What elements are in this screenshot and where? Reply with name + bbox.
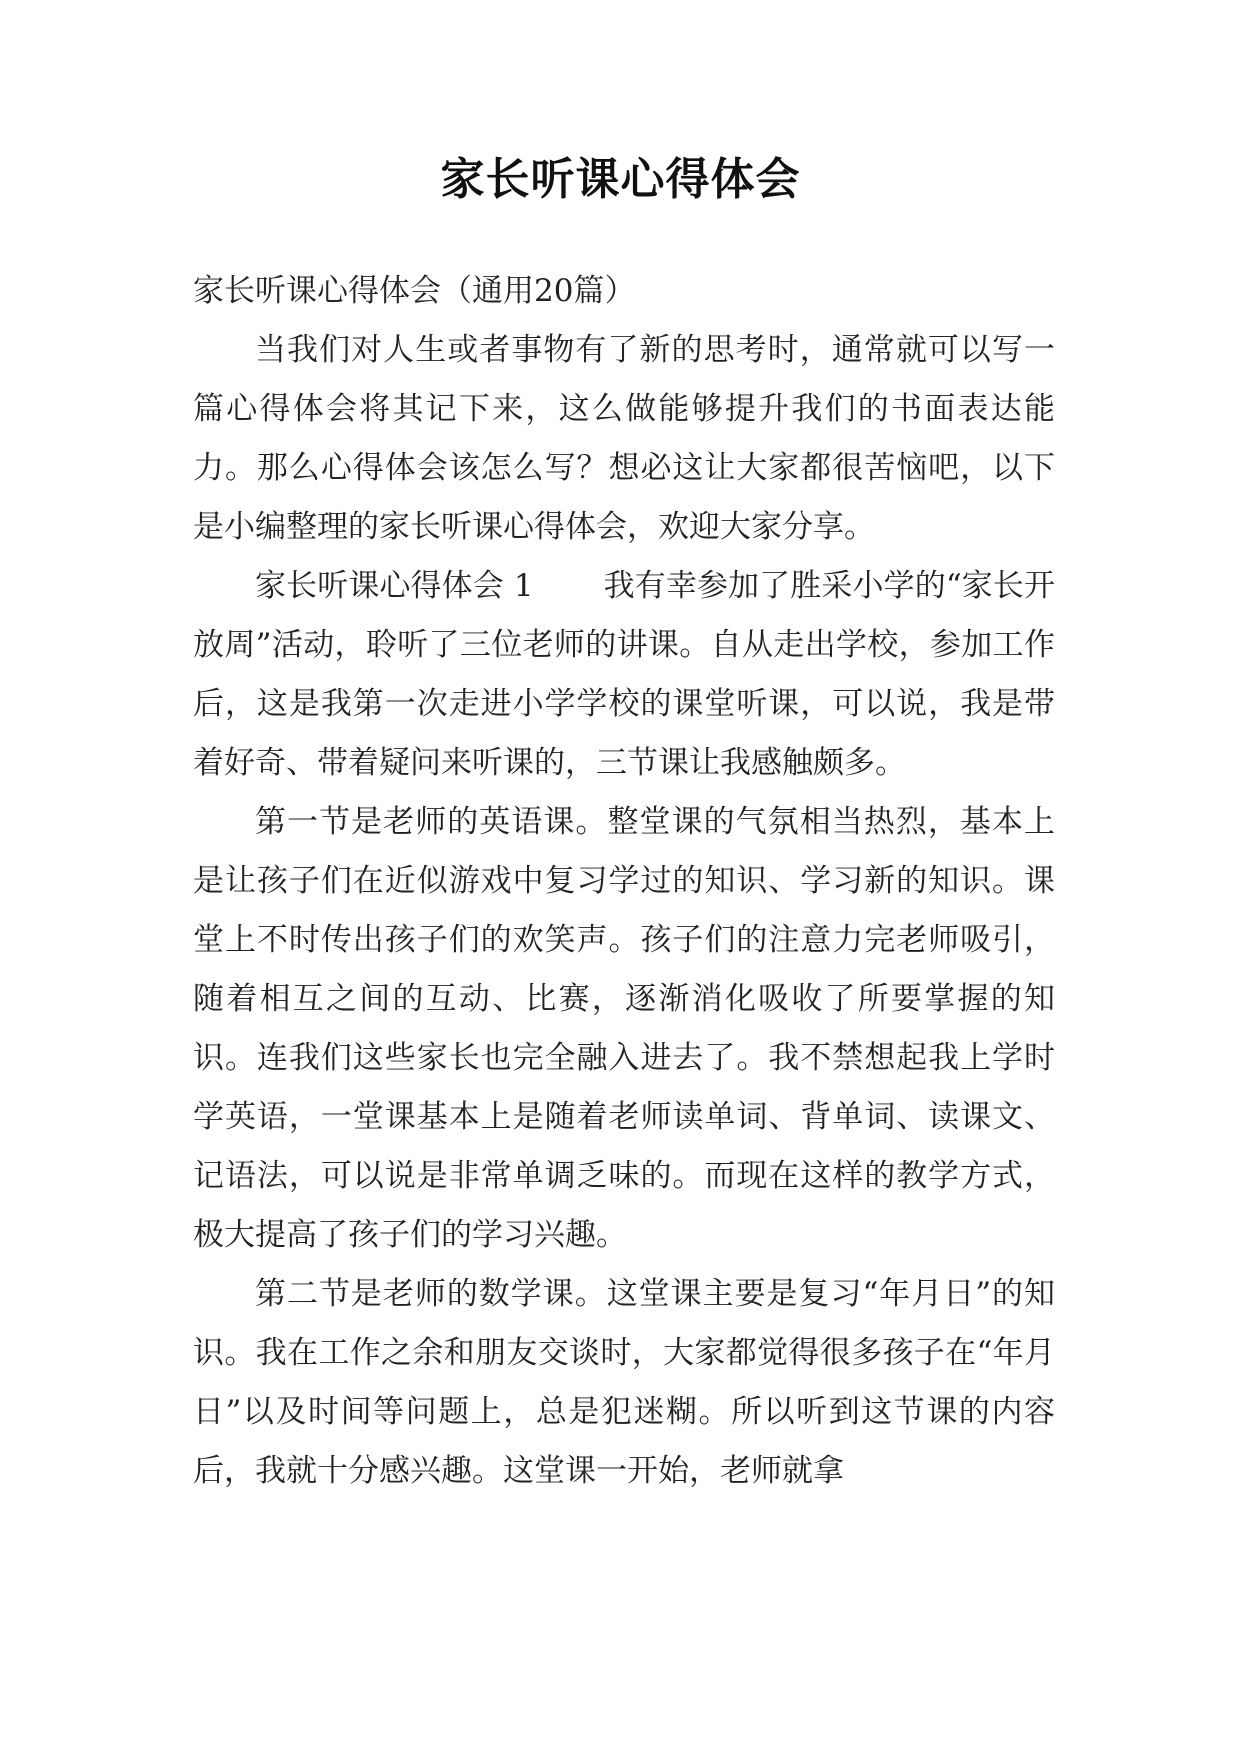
section-1-paragraph-2: 第一节是老师的英语课。整堂课的气氛相当热烈，基本上是让孩子们在近似游戏中复习学过的知识、学习新的知识。课堂上不时传出孩子们的欢笑声。孩子们的注意力完老师吸引，随着相互之间的互动、比赛，逐渐消化吸收了所要掌握的知识。连我们这些家长也完全融入进去了。我不禁想起我上学时学英语，一堂课基本上是随着老师读单词、背单词、读课文、记语法，可以说是非常单调乏味的。而现在这样的教学方式，极大提高了孩子们的学习兴趣。 bbox=[193, 804, 1055, 1253]
section-1-paragraph-1: 我有幸参加了胜采小学的“家长开放周”活动，聆听了三位老师的讲课。自从走出学校，参加工作后，这是我第一次走进小学学校的课堂听课，可以说，我是带着好奇、带着疑问来听课的，三节课让我感触颇多。 bbox=[193, 568, 1055, 781]
document-subtitle: 家长听课心得体会（通用20篇） bbox=[193, 273, 636, 309]
section-1-first-paragraph bbox=[193, 557, 1055, 793]
document-body bbox=[193, 262, 1055, 1501]
intro-paragraph: 当我们对人生或者事物有了新的思考时，通常就可以写一篇心得体会将其记下来，这么做能够提升我们的书面表达能力。那么心得体会该怎么写？想必这让大家都很苦恼吧，以下是小编整理的家长听课心得体会，欢迎大家分享。 bbox=[193, 332, 1055, 545]
section-1-paragraph-3: 第二节是老师的数学课。这堂课主要是复习“年月日”的知识。我在工作之余和朋友交谈时，大家都觉得很多孩子在“年月日”以及时间等问题上，总是犯迷糊。所以听到这节课的内容后，我就十分感兴趣。这堂课一开始，老师就拿 bbox=[193, 1276, 1055, 1489]
section-1-heading: 家长听课心得体会 1 bbox=[255, 568, 534, 604]
document-title: 家长听课心得体会 bbox=[440, 154, 801, 205]
